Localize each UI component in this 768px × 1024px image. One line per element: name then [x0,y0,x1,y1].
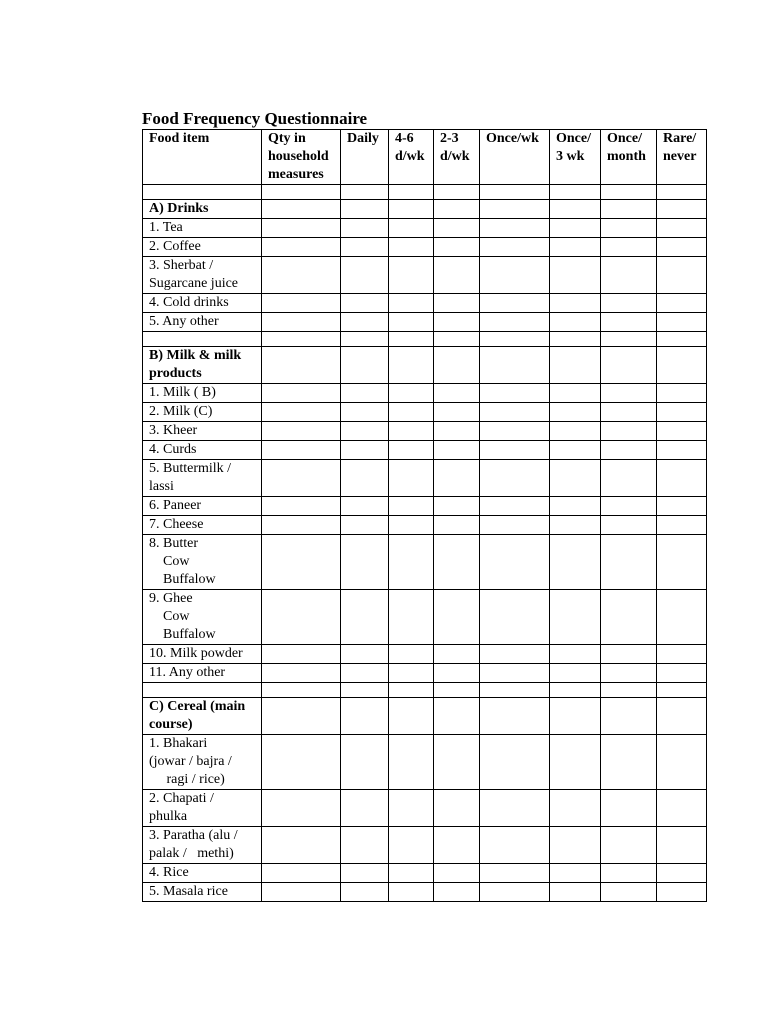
empty-cell [143,683,262,698]
page-title: Food Frequency Questionnaire [142,109,368,128]
response-cell[interactable] [601,219,657,238]
food-item-label: 6. Paneer [143,497,262,516]
response-cell[interactable] [480,200,550,219]
response-cell[interactable] [601,185,657,200]
response-cell[interactable] [434,827,480,864]
response-cell[interactable] [601,883,657,902]
response-cell[interactable] [480,441,550,460]
table-body [143,185,707,902]
food-item-row [143,790,707,827]
food-item-row [143,313,707,332]
response-cell[interactable] [434,441,480,460]
header-row [143,130,707,185]
food-item-row [143,422,707,441]
food-item-label: 4. Curds [143,441,262,460]
response-cell[interactable] [389,883,434,902]
response-cell[interactable] [262,403,341,422]
response-cell[interactable] [550,441,601,460]
food-frequency-table [142,129,707,902]
food-item-label: 3. Sherbat / Sugarcane juice [143,257,262,294]
response-cell[interactable] [434,219,480,238]
response-cell[interactable] [657,313,707,332]
response-cell[interactable] [262,384,341,403]
food-item-label: 5. Buttermilk / lassi [143,460,262,497]
response-cell[interactable] [434,683,480,698]
response-cell[interactable] [480,735,550,790]
response-cell[interactable] [480,422,550,441]
response-cell[interactable] [262,497,341,516]
response-cell[interactable] [389,790,434,827]
response-cell[interactable] [389,683,434,698]
food-item-label: 5. Any other [143,313,262,332]
response-cell[interactable] [601,294,657,313]
food-item-row [143,403,707,422]
response-cell[interactable] [657,683,707,698]
response-cell[interactable] [389,735,434,790]
response-cell[interactable] [389,645,434,664]
response-cell[interactable] [262,332,341,347]
food-item-label: 4. Cold drinks [143,294,262,313]
food-item-row [143,257,707,294]
response-cell[interactable] [480,516,550,535]
response-cell[interactable] [434,645,480,664]
response-cell[interactable] [262,460,341,497]
response-cell[interactable] [262,735,341,790]
response-cell[interactable] [341,790,389,827]
category-row [143,347,707,384]
food-item-row [143,645,707,664]
response-cell[interactable] [657,441,707,460]
response-cell[interactable] [601,441,657,460]
category-row [143,200,707,219]
response-cell[interactable] [550,645,601,664]
response-cell[interactable] [389,460,434,497]
response-cell[interactable] [550,347,601,384]
response-cell[interactable] [601,735,657,790]
spacer-row [143,185,707,200]
response-cell[interactable] [601,403,657,422]
response-cell[interactable] [601,422,657,441]
response-cell[interactable] [434,664,480,683]
response-cell[interactable] [480,185,550,200]
response-cell[interactable] [480,238,550,257]
food-item-label: 10. Milk powder [143,645,262,664]
response-cell[interactable] [480,590,550,645]
response-cell[interactable] [389,403,434,422]
response-cell[interactable] [550,185,601,200]
response-cell[interactable] [550,238,601,257]
response-cell[interactable] [434,883,480,902]
response-cell[interactable] [262,698,341,735]
response-cell[interactable] [601,384,657,403]
food-item-label: 3. Kheer [143,422,262,441]
response-cell[interactable] [434,460,480,497]
food-item-label: 3. Paratha (alu / palak / methi) [143,827,262,864]
category-row [143,698,707,735]
response-cell[interactable] [434,185,480,200]
response-cell[interactable] [657,664,707,683]
response-cell[interactable] [341,664,389,683]
empty-cell [143,332,262,347]
response-cell[interactable] [389,294,434,313]
response-cell[interactable] [341,516,389,535]
response-cell[interactable] [434,332,480,347]
response-cell[interactable] [434,590,480,645]
food-item-row [143,294,707,313]
response-cell[interactable] [657,698,707,735]
response-cell[interactable] [601,683,657,698]
response-cell[interactable] [657,422,707,441]
response-cell[interactable] [341,238,389,257]
response-cell[interactable] [262,441,341,460]
response-cell[interactable] [434,422,480,441]
response-cell[interactable] [341,698,389,735]
food-item-row [143,590,707,645]
food-item-label: 11. Any other [143,664,262,683]
response-cell[interactable] [657,735,707,790]
response-cell[interactable] [601,516,657,535]
response-cell[interactable] [480,864,550,883]
response-cell[interactable] [434,790,480,827]
response-cell[interactable] [480,403,550,422]
response-cell[interactable] [341,497,389,516]
response-cell[interactable] [657,516,707,535]
food-item-label: 2. Coffee [143,238,262,257]
response-cell[interactable] [262,790,341,827]
food-item-label: 2. Milk (C) [143,403,262,422]
response-cell[interactable] [550,294,601,313]
response-cell[interactable] [657,347,707,384]
response-cell[interactable] [601,864,657,883]
food-item-row [143,535,707,590]
response-cell[interactable] [341,460,389,497]
response-cell[interactable] [601,590,657,645]
response-cell[interactable] [262,347,341,384]
response-cell[interactable] [550,516,601,535]
response-cell[interactable] [601,460,657,497]
response-cell[interactable] [550,683,601,698]
response-cell[interactable] [550,864,601,883]
response-cell[interactable] [550,497,601,516]
response-cell[interactable] [389,664,434,683]
response-cell[interactable] [341,332,389,347]
food-item-row [143,384,707,403]
response-cell[interactable] [434,347,480,384]
food-item-label: 8. Butter Cow Buffalow [143,535,262,590]
response-cell[interactable] [341,683,389,698]
response-cell[interactable] [262,683,341,698]
response-cell[interactable] [389,698,434,735]
response-cell[interactable] [657,864,707,883]
response-cell[interactable] [480,827,550,864]
food-item-label: 5. Masala rice [143,883,262,902]
response-cell[interactable] [341,219,389,238]
response-cell[interactable] [389,441,434,460]
food-item-label: 1. Milk ( B) [143,384,262,403]
response-cell[interactable] [262,864,341,883]
response-cell[interactable] [341,645,389,664]
response-cell[interactable] [480,384,550,403]
response-cell[interactable] [434,403,480,422]
response-cell[interactable] [480,645,550,664]
response-cell[interactable] [262,590,341,645]
response-cell[interactable] [262,238,341,257]
response-cell[interactable] [262,185,341,200]
response-cell[interactable] [341,883,389,902]
response-cell[interactable] [550,883,601,902]
food-item-row [143,735,707,790]
response-cell[interactable] [601,664,657,683]
response-cell[interactable] [657,219,707,238]
response-cell[interactable] [434,313,480,332]
response-cell[interactable] [341,294,389,313]
food-item-row [143,497,707,516]
response-cell[interactable] [550,403,601,422]
response-cell[interactable] [341,257,389,294]
spacer-row [143,332,707,347]
category-label: C) Cereal (main course) [143,698,262,735]
response-cell[interactable] [434,238,480,257]
response-cell[interactable] [601,645,657,664]
response-cell[interactable] [550,257,601,294]
food-item-row [143,664,707,683]
food-item-row [143,219,707,238]
response-cell[interactable] [480,332,550,347]
response-cell[interactable] [550,332,601,347]
column-header-food-item: Food item [143,130,262,185]
response-cell[interactable] [657,185,707,200]
response-cell[interactable] [341,200,389,219]
response-cell[interactable] [262,313,341,332]
response-cell[interactable] [341,403,389,422]
response-cell[interactable] [262,827,341,864]
response-cell[interactable] [480,460,550,497]
food-item-label: 7. Cheese [143,516,262,535]
response-cell[interactable] [389,313,434,332]
response-cell[interactable] [657,460,707,497]
response-cell[interactable] [262,535,341,590]
response-cell[interactable] [657,535,707,590]
response-cell[interactable] [550,460,601,497]
response-cell[interactable] [341,422,389,441]
response-cell[interactable] [657,497,707,516]
response-cell[interactable] [341,535,389,590]
response-cell[interactable] [480,257,550,294]
response-cell[interactable] [550,664,601,683]
response-cell[interactable] [480,683,550,698]
column-header-once-3wk: Once/ 3 wk [550,130,601,185]
food-item-row [143,238,707,257]
food-item-label: 1. Bhakari (jowar / bajra / ragi / rice) [143,735,262,790]
response-cell[interactable] [657,294,707,313]
response-cell[interactable] [262,219,341,238]
response-cell[interactable] [341,347,389,384]
response-cell[interactable] [657,403,707,422]
response-cell[interactable] [389,257,434,294]
response-cell[interactable] [389,497,434,516]
response-cell[interactable] [601,257,657,294]
response-cell[interactable] [480,347,550,384]
response-cell[interactable] [601,698,657,735]
response-cell[interactable] [550,698,601,735]
response-cell[interactable] [550,422,601,441]
column-header-once-wk: Once/wk [480,130,550,185]
response-cell[interactable] [550,313,601,332]
response-cell[interactable] [262,257,341,294]
response-cell[interactable] [434,735,480,790]
response-cell[interactable] [601,347,657,384]
response-cell[interactable] [480,698,550,735]
response-cell[interactable] [389,185,434,200]
response-cell[interactable] [480,497,550,516]
response-cell[interactable] [389,535,434,590]
spacer-row [143,683,707,698]
response-cell[interactable] [341,735,389,790]
response-cell[interactable] [389,590,434,645]
response-cell[interactable] [262,200,341,219]
response-cell[interactable] [434,698,480,735]
response-cell[interactable] [341,827,389,864]
response-cell[interactable] [480,535,550,590]
response-cell[interactable] [341,441,389,460]
response-cell[interactable] [601,497,657,516]
column-header-rare-never: Rare/ never [657,130,707,185]
response-cell[interactable] [601,238,657,257]
response-cell[interactable] [434,294,480,313]
food-item-label: 1. Tea [143,219,262,238]
response-cell[interactable] [341,313,389,332]
response-cell[interactable] [434,516,480,535]
column-header-2-3-dwk: 2-3 d/wk [434,130,480,185]
response-cell[interactable] [601,827,657,864]
response-cell[interactable] [434,384,480,403]
food-item-label: 4. Rice [143,864,262,883]
response-cell[interactable] [341,590,389,645]
response-cell[interactable] [601,332,657,347]
response-cell[interactable] [550,827,601,864]
response-cell[interactable] [601,200,657,219]
response-cell[interactable] [480,664,550,683]
food-item-row [143,827,707,864]
response-cell[interactable] [550,790,601,827]
food-item-label: 2. Chapati / phulka [143,790,262,827]
response-cell[interactable] [657,883,707,902]
response-cell[interactable] [389,219,434,238]
response-cell[interactable] [480,313,550,332]
response-cell[interactable] [389,516,434,535]
response-cell[interactable] [657,257,707,294]
response-cell[interactable] [262,664,341,683]
response-cell[interactable] [434,535,480,590]
response-cell[interactable] [262,422,341,441]
response-cell[interactable] [262,516,341,535]
response-cell[interactable] [550,200,601,219]
column-header-once-month: Once/ month [601,130,657,185]
response-cell[interactable] [657,200,707,219]
response-cell[interactable] [550,535,601,590]
response-cell[interactable] [601,790,657,827]
response-cell[interactable] [480,883,550,902]
response-cell[interactable] [601,535,657,590]
response-cell[interactable] [657,332,707,347]
response-cell[interactable] [480,294,550,313]
response-cell[interactable] [550,384,601,403]
response-cell[interactable] [341,185,389,200]
response-cell[interactable] [434,200,480,219]
response-cell[interactable] [389,238,434,257]
column-header-daily: Daily [341,130,389,185]
response-cell[interactable] [657,590,707,645]
food-item-row [143,864,707,883]
food-item-label: 9. Ghee Cow Buffalow [143,590,262,645]
category-label: A) Drinks [143,200,262,219]
response-cell[interactable] [389,347,434,384]
response-cell[interactable] [389,422,434,441]
response-cell[interactable] [389,384,434,403]
response-cell[interactable] [262,294,341,313]
response-cell[interactable] [480,790,550,827]
response-cell[interactable] [389,864,434,883]
response-cell[interactable] [601,313,657,332]
response-cell[interactable] [657,384,707,403]
food-item-row [143,516,707,535]
response-cell[interactable] [389,332,434,347]
food-item-row [143,883,707,902]
response-cell[interactable] [389,200,434,219]
response-cell[interactable] [480,219,550,238]
empty-cell [143,185,262,200]
food-item-row [143,460,707,497]
response-cell[interactable] [657,827,707,864]
response-cell[interactable] [341,864,389,883]
response-cell[interactable] [341,384,389,403]
response-cell[interactable] [550,735,601,790]
response-cell[interactable] [657,645,707,664]
category-label: B) Milk & milk products [143,347,262,384]
response-cell[interactable] [657,238,707,257]
response-cell[interactable] [434,497,480,516]
response-cell[interactable] [434,864,480,883]
column-header-4-6-dwk: 4-6 d/wk [389,130,434,185]
column-header-qty: Qty in household measures [262,130,341,185]
response-cell[interactable] [550,219,601,238]
response-cell[interactable] [389,827,434,864]
response-cell[interactable] [434,257,480,294]
response-cell[interactable] [262,883,341,902]
response-cell[interactable] [262,645,341,664]
response-cell[interactable] [550,590,601,645]
response-cell[interactable] [657,790,707,827]
food-item-row [143,441,707,460]
